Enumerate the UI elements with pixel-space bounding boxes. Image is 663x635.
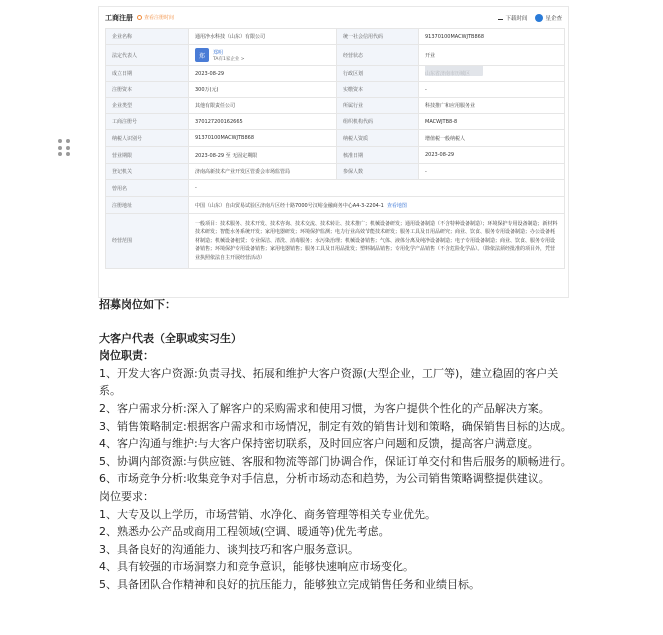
field-value [419,66,565,82]
field-value: 370127200162665 [189,114,337,130]
field-label: 法定代表人 [106,45,189,66]
table-row [106,66,565,82]
field-label: 实缴资本 [337,82,419,98]
table-row [106,29,565,45]
field-label: 经营范围 [106,214,189,269]
field-value: 其他有限责任公司 [189,98,337,114]
position-title: 大客户代表（全职或实习生） [99,331,242,345]
legal-representative-name[interactable]: 郑明 [213,49,224,56]
field-value: 开业 [419,45,565,66]
list-item: 3、具备良好的沟通能力、谈判技巧和客户服务意识。 [99,542,359,556]
field-label: 参保人数 [337,164,419,180]
business-scope-value: 一般项目：技术服务、技术开发、技术咨询、技术交流、技术转让、技术推广；机械设备研发；通用设备制造（不含特种设备制造）；环境保护专用设备制造；新材料技术研发；智能水务系统开发；家用电器研发；环境保护监测；电力行业高效节能技术研发；服务工具及日用品研究；商业、饮食、服务专用设备制造；办公设备耗材制造；机械设备租赁；专业保洁、清洗、消毒服务；水污染治理；机械设备销售；气体、液体分离及纯净设备制造；电子专用设备制造；商业、饮食、服务专用设备销售；环境保护专用设备销售；家用电器销售；服务工具及日用品批发；塑料制品销售；专用化学产品销售（不含危险化学品）。（除依法须经批准的项目外，凭营业执照依法自主开展经营活动） [189,214,565,269]
avatar: 郑 [195,48,209,62]
table-row [106,98,565,114]
info-icon [137,15,142,20]
field-label: 工商注册号 [106,114,189,130]
table-row [106,197,565,214]
field-value: - [419,82,565,98]
drag-handle-icon[interactable] [58,139,70,157]
table-row [106,180,565,197]
address-text: 中国（山东）自由贸易试验区济南片区经十路7000号汉峪金融商务中心A4-3-2204-1 [195,202,384,209]
table-row [106,114,565,130]
registration-hint-text: 查看注册时间 [144,15,175,21]
field-label: 企业类型 [106,98,189,114]
field-label: 行政区划 [337,66,419,82]
field-value: MACWJTB8-8 [419,114,565,130]
field-label: 企业名称 [106,29,189,45]
field-value: 增值税一般纳税人 [419,130,565,147]
brand-logo [535,14,562,22]
legal-representative[interactable] [189,45,337,66]
address-value [189,197,565,214]
field-label: 所属行业 [337,98,419,114]
related-companies-link[interactable]: TA有1家企业 > [213,56,245,62]
table-row [106,147,565,164]
list-item: 6、市场竞争分析:收集竞争对手信息，分析市场动态和趋势，为公司销售策略调整提供建议。 [99,472,550,486]
blur-mask [425,66,483,77]
job-posting [99,296,579,594]
field-value: 科技推广和应用服务业 [419,98,565,114]
field-value: 300万(元) [189,82,337,98]
registration-table [105,28,565,269]
field-label: 注册资本 [106,82,189,98]
list-item: 4、客户沟通与维护:与大客户保持密切联系，及时回应客户问题和反馈，提高客户满意度。 [99,437,539,451]
field-value: - [189,180,565,197]
download-button[interactable] [498,14,527,22]
list-item: 1、大专及以上学历，市场营销、水净化、商务管理等相关专业优先。 [99,507,436,521]
brand-logo-icon [535,14,543,22]
field-value: 91370100MACWJTB868 [419,29,565,45]
list-item: 2、客户需求分析:深入了解客户的采购需求和使用习惯，为客户提供个性化的产品解决方案。 [99,401,550,415]
list-item: 3、销售策略制定:根据客户需求和市场情况，制定有效的销售计划和策略，确保销售目标的达成。 [99,419,572,433]
list-item: 1、开发大客户资源:负责寻找、拓展和维护大客户资源(大型企业，工厂等)，建立稳固的客户关系。 [99,366,559,398]
field-label: 注册地址 [106,197,189,214]
field-value: 2023-08-29 [189,66,337,82]
field-label: 成立日期 [106,66,189,82]
registration-hint[interactable] [137,14,174,21]
intro-heading: 招募岗位如下： [99,298,176,311]
field-label: 经营状态 [337,45,419,66]
table-row [106,45,565,66]
field-label: 登记机关 [106,164,189,180]
list-item: 5、具备团队合作精神和良好的抗压能力，能够独立完成销售任务和业绩目标。 [99,577,480,591]
requirements-heading: 岗位要求： [99,489,154,503]
view-map-link[interactable]: 查看地图 [386,202,407,209]
field-label: 曾用名 [106,180,189,197]
field-value: 济南高新技术产业开发区管委会市场监管局 [189,164,337,180]
field-value: - [419,164,565,180]
download-label: 下载时间 [505,15,528,22]
business-registration-card [98,6,569,298]
field-label: 纳税人资质 [337,130,419,147]
list-item: 5、协调内部资源:与供应链、客服和物流等部门协调合作，保证订单交付和售后服务的顺畅进行。 [99,454,572,468]
table-row [106,82,565,98]
field-label: 纳税人识别号 [106,130,189,147]
field-label: 组织机构代码 [337,114,419,130]
list-item: 4、具有较强的市场洞察力和竞争意识，能够快速响应市场变化。 [99,560,414,574]
card-title: 工商注册 [105,13,133,22]
brand-logo-label: 星企查 [545,15,562,22]
table-row [106,214,565,269]
download-icon [498,15,503,20]
duties-heading: 岗位职责： [99,349,154,363]
list-item: 2、熟悉办公产品或商用工程领域(空调、暖通等)优先考虑。 [99,525,390,539]
table-row [106,164,565,180]
field-value: 2023-08-29 [419,147,565,164]
table-row [106,130,565,147]
field-label: 统一社会信用代码 [337,29,419,45]
field-label: 营业期限 [106,147,189,164]
field-label: 核准日期 [337,147,419,164]
field-value: 91370100MACWJTB868 [189,130,337,147]
field-value: 通用净水科技（山东）有限公司 [189,29,337,45]
card-header [99,7,568,28]
field-value: 2023-08-29 至 无固定期限 [189,147,337,164]
